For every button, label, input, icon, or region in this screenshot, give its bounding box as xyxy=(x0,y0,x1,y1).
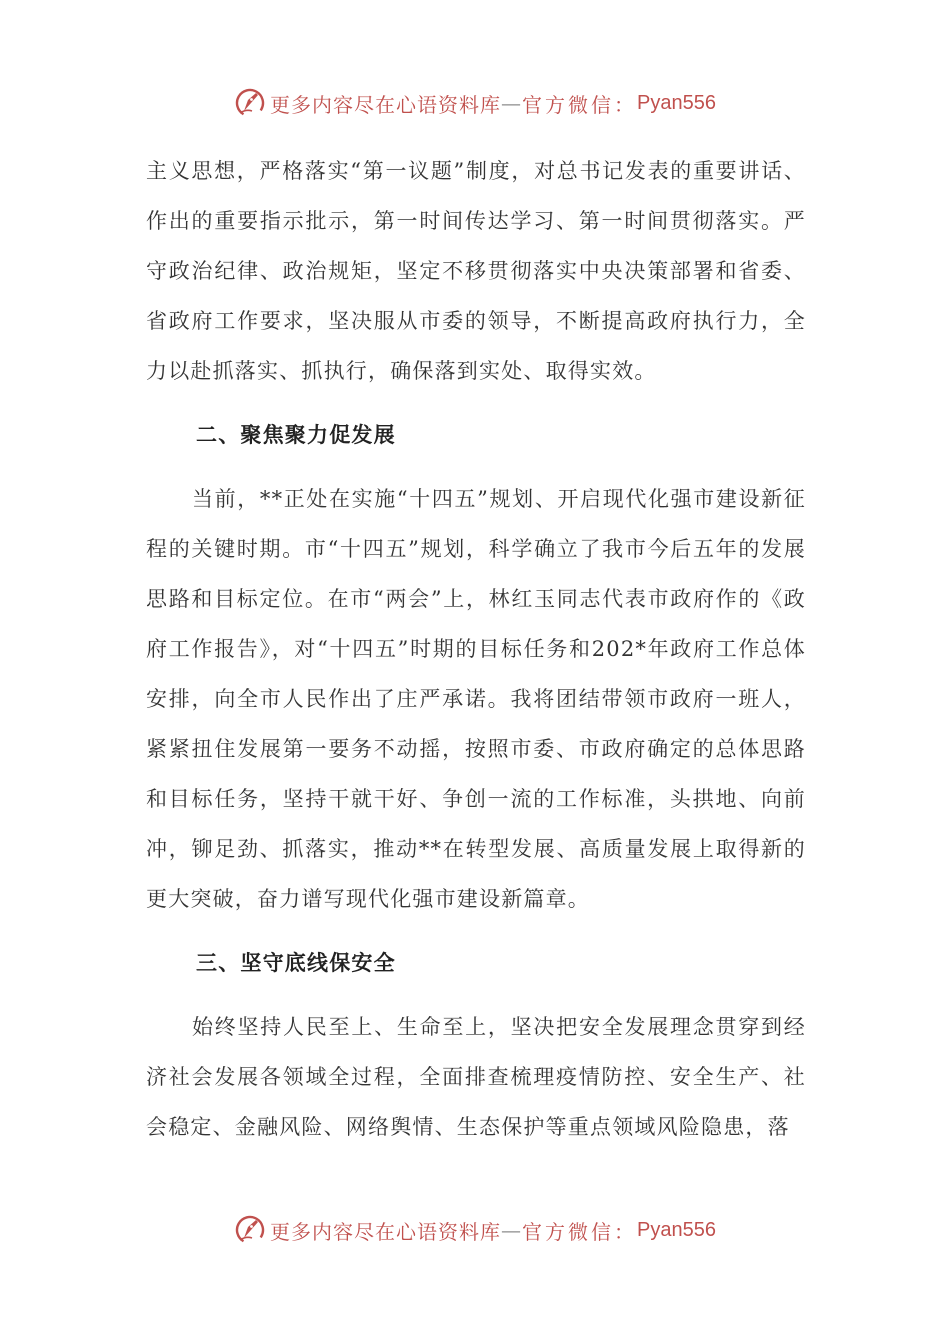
paragraph-2: 当前，**正处在实施“十四五”规划、开启现代化强市建设新征程的关键时期。市“十四五”规划，科学确立了我市今后五年的发展思路和目标定位。在市“两会”上，林红玉同志代表市政府作的《政府工作报告》，对“十四五”时期的目标任务和202*年政府工作总体安排，向全市人民作出了庄严承诺。我将团结带领市政府一班人，紧紧扭住发展第一要务不动摇，按照市委、市政府确定的总体思路和目标任务，坚持干就干好、争创一流的工作标准，头拱地、向前冲，铆足劲、抓落实，推动**在转型发展、高质量发展上取得新的更大突破，奋力谱写现代化强市建设新篇章。 xyxy=(146,487,806,911)
banner-wechat-label: 官方微信： xyxy=(522,92,638,117)
section-heading-3: 三、坚守底线保安全 xyxy=(196,951,396,975)
banner-separator: — xyxy=(501,1218,523,1242)
footer-watermark-banner xyxy=(0,1210,950,1250)
pen-nib-circle-icon xyxy=(234,87,266,119)
banner-main-text: 更多内容尽在心语资料库 xyxy=(270,92,502,117)
document-body xyxy=(146,146,806,1152)
banner-wechat-id: Pyan556 xyxy=(637,91,716,114)
paragraph-3: 始终坚持人民至上、生命至上，坚决把安全发展理念贯穿到经济社会发展各领域全过程，全面排查梳理疫情防控、安全生产、社会稳定、金融风险、网络舆情、生态保护等重点领域风险隐患，落 xyxy=(146,1015,806,1139)
header-watermark-banner xyxy=(0,83,950,123)
banner-wechat-label: 官方微信： xyxy=(522,1219,638,1244)
banner-wechat-id: Pyan556 xyxy=(637,1218,716,1241)
banner-separator: — xyxy=(501,91,523,115)
paragraph-1: 主义思想，严格落实“第一议题”制度，对总书记发表的重要讲话、作出的重要指示批示，第一时间传达学习、第一时间贯彻落实。严守政治纪律、政治规矩，坚定不移贯彻落实中央决策部署和省委、省政府工作要求，坚决服从市委的领导，不断提高政府执行力，全力以赴抓落实、抓执行，确保落到实处、取得实效。 xyxy=(146,159,806,383)
banner-main-text: 更多内容尽在心语资料库 xyxy=(270,1219,502,1244)
pen-nib-circle-icon xyxy=(234,1214,266,1246)
section-heading-2: 二、聚焦聚力促发展 xyxy=(196,423,396,447)
